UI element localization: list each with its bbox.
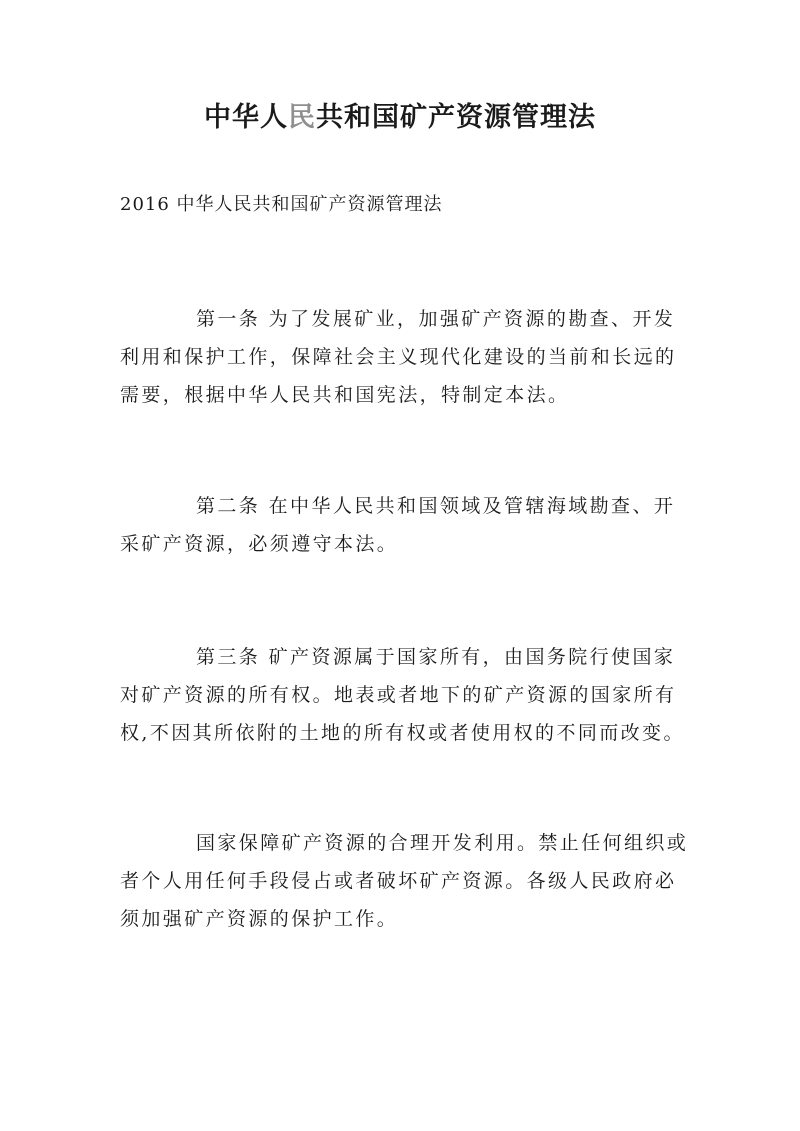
- state-protection-paragraph: [120, 824, 689, 938]
- article-1-paragraph: [120, 300, 680, 414]
- article-3-paragraph: [120, 638, 685, 752]
- paragraph-line: 需要，根据中华人民共和国宪法，特制定本法。: [120, 384, 570, 406]
- title-faded-char: 民: [288, 102, 316, 133]
- paragraph-line: 权,不因其所依附的土地的所有权或者使用权的不同而改变。: [120, 722, 685, 744]
- document-subtitle: 2016 中华人民共和国矿产资源管理法: [120, 194, 443, 215]
- paragraph-line: 者个人用任何手段侵占或者破坏矿产资源。各级人民政府必: [120, 870, 677, 892]
- paragraph-line: 对矿产资源的所有权。地表或者地下的矿产资源的国家所有: [120, 684, 677, 706]
- paragraph-line: 利用和保护工作，保障社会主义现代化建设的当前和长远的: [120, 346, 677, 368]
- title-part-2: 共和国矿产资源管理法: [316, 102, 596, 133]
- paragraph-line: 采矿产资源，必须遵守本法。: [120, 533, 399, 555]
- paragraph-line: 须加强矿产资源的保护工作。: [120, 908, 399, 930]
- paragraph-line: 第一条 为了发展矿业，加强矿产资源的勘查、开发: [196, 308, 676, 330]
- paragraph-line: 第二条 在中华人民共和国领域及管辖海域勘查、开: [196, 495, 676, 517]
- title-part-1: 中华人: [204, 102, 288, 133]
- paragraph-line: 国家保障矿产资源的合理开发利用。禁止任何组织或: [196, 832, 689, 854]
- document-title: [0, 98, 800, 138]
- article-2-paragraph: [120, 487, 680, 563]
- paragraph-line: 第三条 矿产资源属于国家所有，由国务院行使国家: [196, 646, 676, 668]
